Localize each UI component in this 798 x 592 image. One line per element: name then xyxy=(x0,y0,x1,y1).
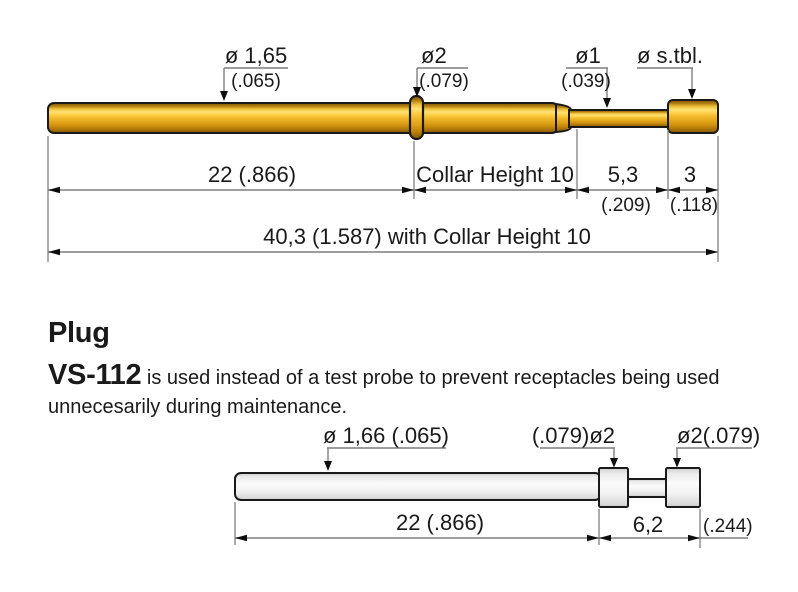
leader-dia-collar-left xyxy=(540,448,615,460)
leader-arrow xyxy=(603,98,611,108)
probe-body xyxy=(48,96,718,139)
dia-rod-label: ø 1,66 (.065) xyxy=(323,423,449,448)
plug-collar-right xyxy=(666,468,700,507)
dia-barrel-label: ø 1,65 xyxy=(224,43,288,68)
plug-drawing xyxy=(0,420,798,592)
dia-collar-right-label: ø2(.079) xyxy=(677,423,761,448)
dia-collar-inch: (.079) xyxy=(419,71,469,92)
model-number: VS-112 xyxy=(48,358,142,391)
plug-mid-shaft xyxy=(625,479,669,497)
leader-arrow xyxy=(324,461,332,471)
probe-shaft xyxy=(569,110,670,127)
dim-head-length-inch: (.118) xyxy=(669,195,719,216)
dim-tip-length-inch: (.209) xyxy=(601,195,651,216)
dim-head-length: 3 xyxy=(683,162,697,187)
description-line2: unnecesarily during maintenance. xyxy=(48,396,348,419)
probe-collar xyxy=(410,96,423,139)
section-description xyxy=(48,356,748,421)
leader-arrow xyxy=(610,458,618,468)
dia-barrel-inch: (.065) xyxy=(231,71,281,92)
dia-collar-label: ø2 xyxy=(421,43,447,68)
dia-head-label: ø s.tbl. xyxy=(637,43,704,68)
dia-collar-left-label: (.079)ø2 xyxy=(531,423,615,448)
dim-tip-length: 5,3 xyxy=(607,162,639,187)
dim-collar-height: Collar Height 10 xyxy=(416,162,574,187)
dim-barrel-length: 22 (.866) xyxy=(207,162,297,187)
dim-rod-length: 22 (.866) xyxy=(395,510,485,535)
leader-arrow xyxy=(220,91,228,101)
dia-tip-inch: (.039) xyxy=(561,71,611,92)
leader-dia-collar-right xyxy=(676,448,752,460)
plug-body xyxy=(235,468,700,507)
plug-collar-left xyxy=(599,468,628,507)
leader-dia-rod xyxy=(327,448,446,464)
dia-tip-label: ø1 xyxy=(575,43,601,68)
leader-arrow xyxy=(673,458,681,468)
section-heading: Plug xyxy=(48,317,110,349)
dim-total-length: 40,3 (1.587) with Collar Height 10 xyxy=(263,224,591,249)
leader-dia-head xyxy=(637,68,693,92)
leader-arrow xyxy=(688,89,696,99)
probe-head xyxy=(668,100,718,133)
description-line1: is used instead of a test probe to prevent receptacles being used xyxy=(141,366,720,389)
dim-end-length: 6,2 xyxy=(632,512,664,537)
plug-rod xyxy=(235,473,601,500)
dim-end-length-inch: (.244) xyxy=(703,516,753,537)
plug-section xyxy=(48,318,748,421)
probe-barrel xyxy=(48,103,558,133)
